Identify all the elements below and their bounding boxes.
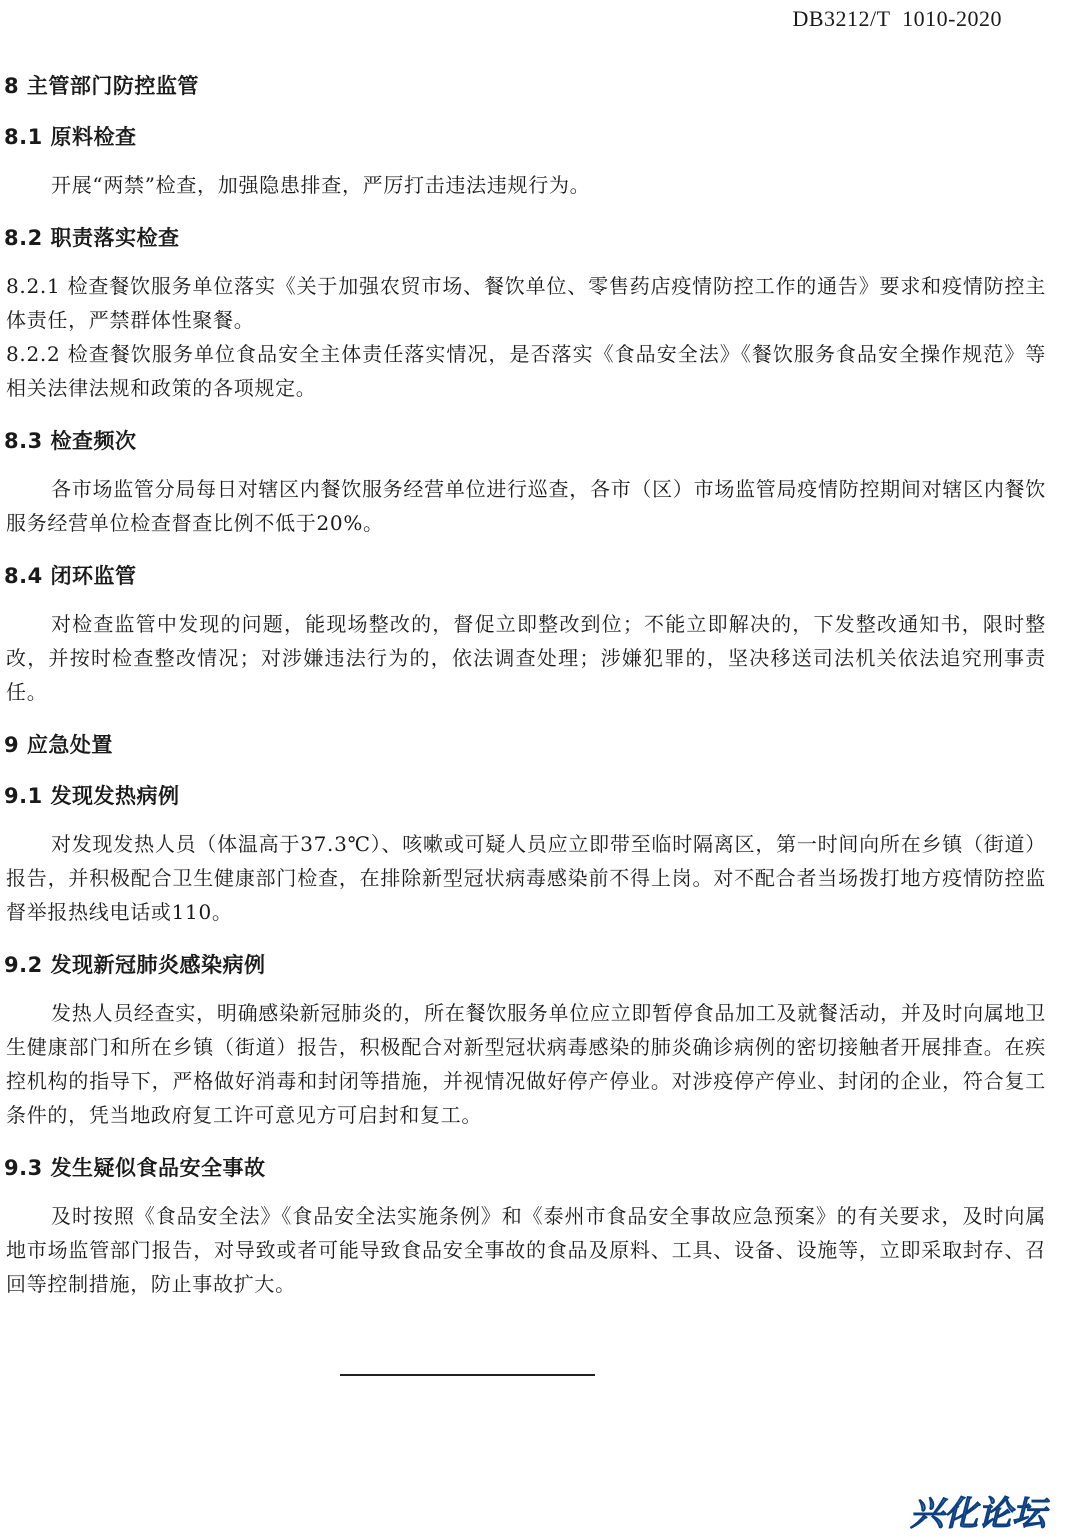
section-8-4-heading: 8.4 闭环监管 (4, 564, 137, 588)
section-8-2-1-paragraph: 8.2.1 检查餐饮服务单位落实《关于加强农贸市场、餐饮单位、零售药店疫情防控工作的通告》要求和疫情防控主体责任，严禁群体性聚餐。 (6, 274, 1046, 332)
section-8-1-paragraph: 开展“两禁”检查，加强隐患排查，严厉打击违法违规行为。 (51, 173, 591, 197)
section-8-heading: 8 主管部门防控监管 (4, 74, 199, 98)
section-8-3-heading: 8.3 检查频次 (4, 429, 137, 453)
section-9-1-heading: 9.1 发现发热病例 (4, 784, 180, 808)
section-9-2-paragraph: 发热人员经查实，明确感染新冠肺炎的，所在餐饮服务单位应立即暂停食品加工及就餐活动，并及时向属地卫生健康部门和所在乡镇（街道）报告，积极配合对新型冠状病毒感染的肺炎确诊病例的密切接触者开展排查。在疾控机构的指导下，严格做好消毒和封闭等措施，并视情况做好停产停业。对涉疫停产停业、封闭的企业，符合复工条件的，凭当地政府复工许可意见方可启封和复工。 (6, 1001, 1046, 1127)
section-9-2-heading: 9.2 发现新冠肺炎感染病例 (4, 953, 266, 977)
end-rule (340, 1374, 595, 1376)
forum-logo-icon (906, 1489, 1074, 1535)
section-9-1-paragraph: 对发现发热人员（体温高于37.3℃）、咳嗽或可疑人员应立即带至临时隔离区，第一时间向所在乡镇（街道）报告，并积极配合卫生健康部门检查，在排除新型冠状病毒感染前不得上岗。对不配合者当场拨打地方疫情防控监督举报热线电话或110。 (6, 832, 1046, 924)
watermark-logo (906, 1489, 1074, 1535)
section-8-3-paragraph: 各市场监管分局每日对辖区内餐饮服务经营单位进行巡查，各市（区）市场监管局疫情防控期间对辖区内餐饮服务经营单位检查督查比例不低于20%。 (6, 477, 1046, 535)
section-9-heading: 9 应急处置 (4, 733, 113, 757)
document-code: DB3212/T 1010-2020 (792, 6, 1002, 31)
section-8-2-2-paragraph: 8.2.2 检查餐饮服务单位食品安全主体责任落实情况，是否落实《食品安全法》《餐饮服务食品安全操作规范》等相关法律法规和政策的各项规定。 (6, 342, 1046, 400)
section-8-2-heading: 8.2 职责落实检查 (4, 226, 180, 250)
section-9-3-paragraph: 及时按照《食品安全法》《食品安全法实施条例》和《泰州市食品安全事故应急预案》的有关要求，及时向属地市场监管部门报告，对导致或者可能导致食品安全事故的食品及原料、工具、设备、设施等，立即采取封存、召回等控制措施，防止事故扩大。 (6, 1204, 1046, 1296)
watermark-text: 兴化论坛 (910, 1494, 1046, 1534)
section-8-4-paragraph: 对检查监管中发现的问题，能现场整改的，督促立即整改到位；不能立即解决的，下发整改通知书，限时整改，并按时检查整改情况；对涉嫌违法行为的，依法调查处理；涉嫌犯罪的，坚决移送司法机关依法追究刑事责任。 (6, 612, 1046, 704)
section-8-1-heading: 8.1 原料检查 (4, 125, 137, 149)
section-9-3-heading: 9.3 发生疑似食品安全事故 (4, 1156, 266, 1180)
